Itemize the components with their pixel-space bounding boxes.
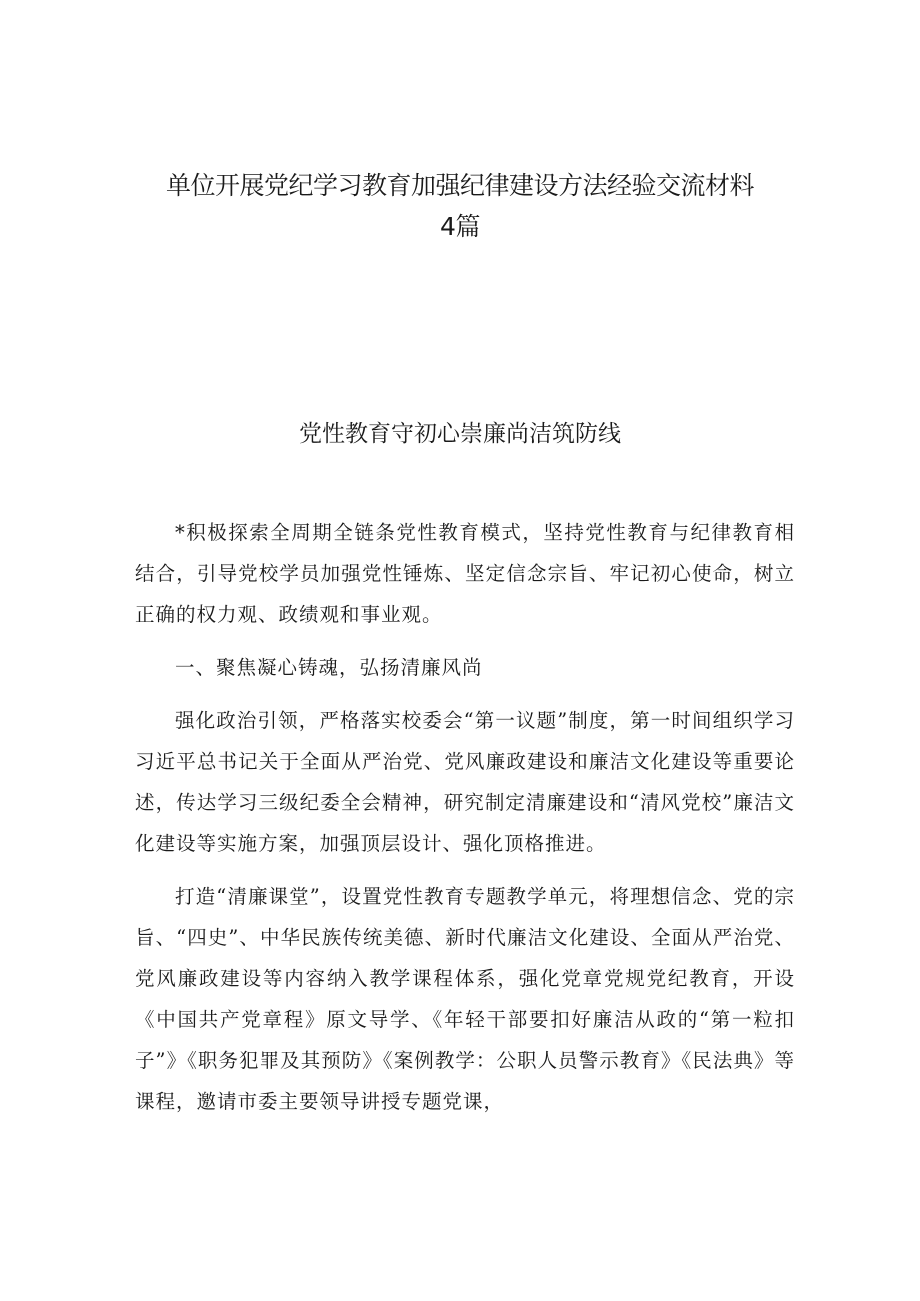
section-title: 党性教育守初心崇廉尚洁筑防线 (299, 421, 621, 447)
document-title: 单位开展党纪学习教育加强纪律建设方法经验交流材料 (165, 171, 754, 200)
body-paragraph: 打造“清廉课堂”，设置党性教育专题教学单元，将理想信念、党的宗旨、“四史”、中华民族传统美德、新时代廉洁文化建设、全面从严治党、党风廉政建设等内容纳入教学课程体系，强化党章党规党纪教育，开设《中国共产党章程》原文导学、《年轻干部要扣好廉洁从政的“第一粒扣子”》《职务犯罪及其预防》《案例教学：公职人员警示教育》《民法典》等课程，邀请市委主要领导讲授专题党课， (135, 885, 795, 1113)
intro-paragraph: *积极探索全周期全链条党性教育模式，坚持党性教育与纪律教育相结合，引导党校学员加强党性锤炼、坚定信念宗旨、牢记初心使命，树立正确的权力观、政绩观和事业观。 (135, 521, 795, 626)
section-heading-1: 一、聚焦凝心铸魂，弘扬清廉风尚 (175, 656, 483, 679)
document-title-count: 4篇 (440, 212, 480, 241)
body-paragraph: 强化政治引领，严格落实校委会“第一议题”制度，第一时间组织学习习近平总书记关于全面从严治党、党风廉政建设和廉洁文化建设等重要论述，传达学习三级纪委全会精神，研究制定清廉建设和“清风党校”廉洁文化建设等实施方案，加强顶层设计、强化顶格推进。 (135, 709, 795, 855)
document-body (135, 512, 795, 1134)
